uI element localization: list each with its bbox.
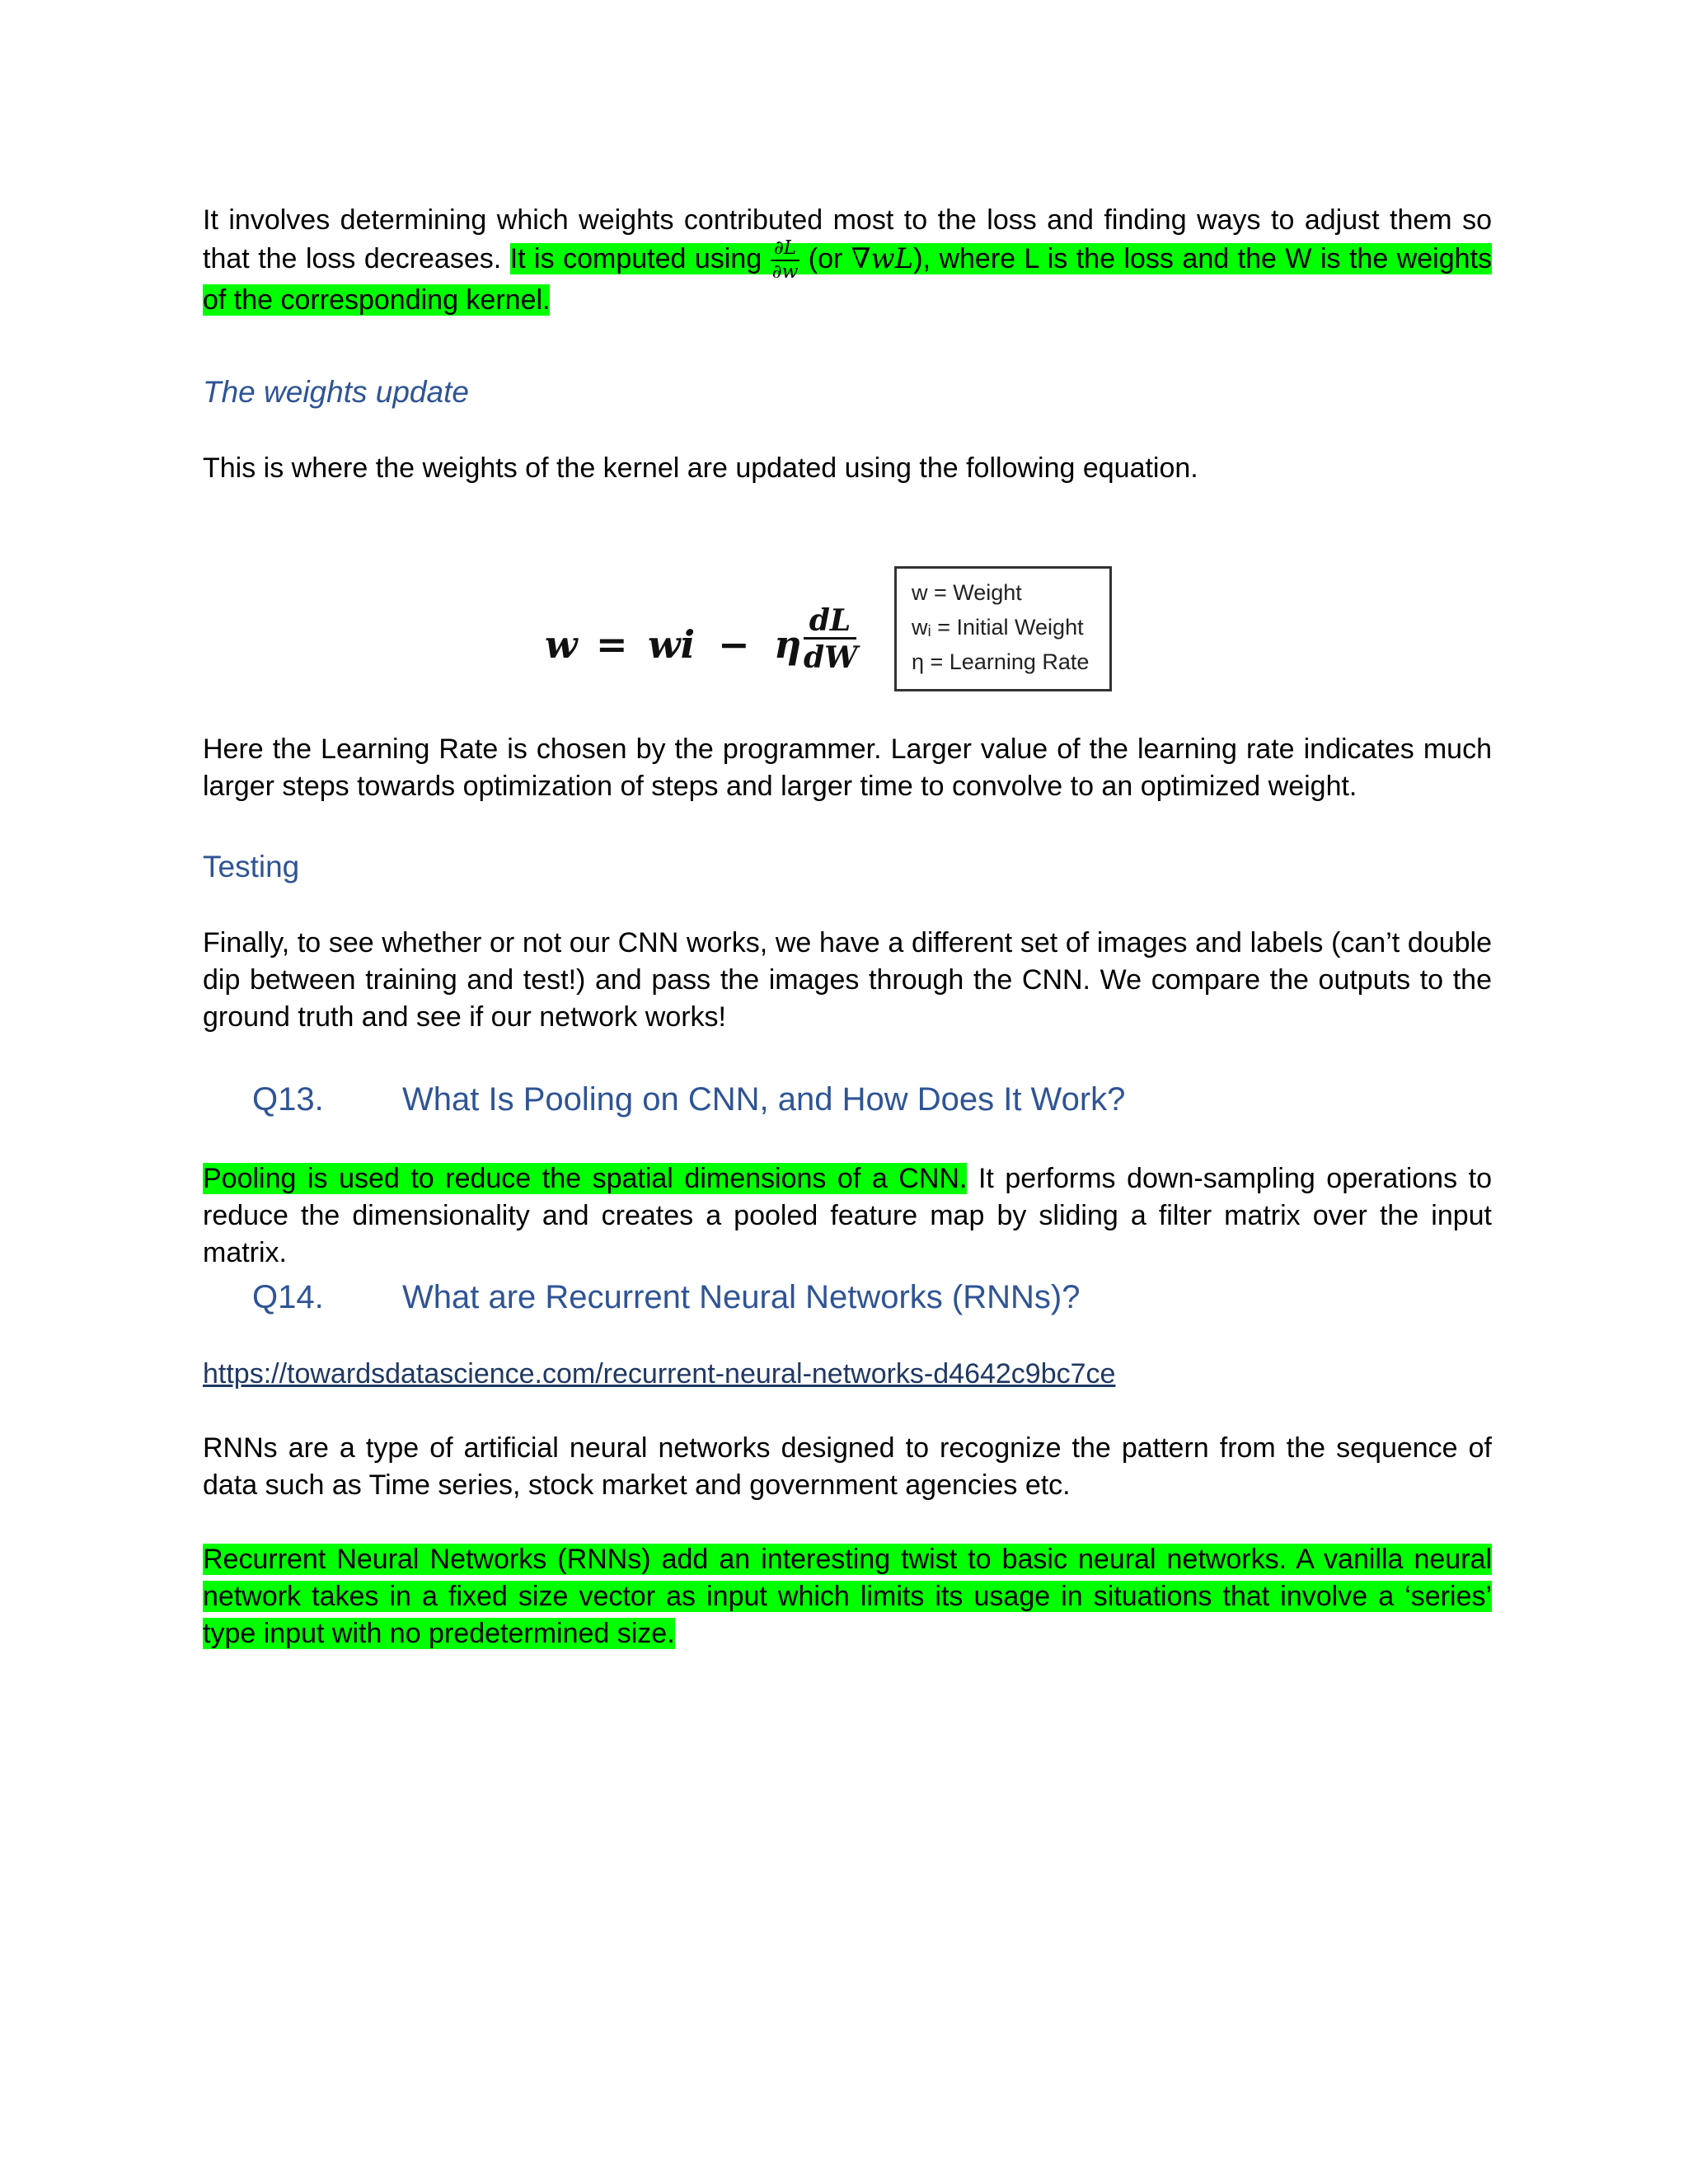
paragraph-text: It involves determining which weights contributed most to the loss and finding ways to adjust them so that the loss decreases. xyxy=(203,204,1492,274)
heading-testing: Testing xyxy=(203,850,300,883)
paragraph-rnn-twist xyxy=(203,1541,1492,1652)
heading-q14 xyxy=(252,1277,1080,1318)
equation-fraction-numerator: dL xyxy=(804,604,856,640)
fraction-denominator: ∂w xyxy=(771,261,799,283)
paragraph-testing: Finally, to see whether or not our CNN works, we have a different set of images and labels (can’t double dip between training and test!) and pass the images through the CNN. We compare the outputs to the ground truth and see if our network works! xyxy=(203,927,1492,1033)
document-page xyxy=(203,0,1492,2184)
highlight-segment: ), where L is the loss and the W is the weights of the corresponding kernel. xyxy=(203,242,1493,316)
question-number: Q13. xyxy=(252,1081,324,1118)
equation-equals: = xyxy=(596,622,628,667)
rnn-article-link[interactable]: https://towardsdatascience.com/recurrent-neural-networks-d4642c9bc7ce xyxy=(203,1358,1116,1390)
paragraph-weights-update: This is where the weights of the kernel are updated using the following equation. xyxy=(203,452,1198,484)
equation-fraction xyxy=(804,604,856,676)
highlighted-text: Recurrent Neural Networks (RNNs) add an interesting twist to basic neural networks. A vanilla neural network takes in a fixed size vector as input which limits its usage in situations that involve a ‘series’ type input with no predetermined size. xyxy=(203,1544,1492,1649)
partial-derivative-fraction xyxy=(771,239,800,282)
legend-weight: w = Weight xyxy=(912,580,1022,605)
highlight-segment: It is computed using xyxy=(509,242,771,274)
paragraph-learning-rate: Here the Learning Rate is chosen by the programmer. Larger value of the learning rate indicates much larger steps towards optimization of steps and larger time to convolve to an optimized weight. xyxy=(203,733,1492,802)
question-title: What are Recurrent Neural Networks (RNNs)? xyxy=(402,1279,1081,1315)
equation-legend-box xyxy=(894,566,1112,691)
highlight-segment: (or xyxy=(799,242,851,274)
question-title: What Is Pooling on CNN, and How Does It Work? xyxy=(402,1081,1126,1118)
fraction-numerator: ∂L xyxy=(771,239,800,261)
equation-fraction-denominator: dW xyxy=(804,640,858,675)
equation-lhs: w xyxy=(545,622,578,667)
paragraph-backprop xyxy=(203,202,1492,319)
paragraph-pooling xyxy=(203,1160,1492,1272)
equation-eta: η xyxy=(774,622,802,667)
heading-weights-update: The weights update xyxy=(203,375,469,409)
paragraph-rnn-definition: RNNs are a type of artificial neural networks designed to recognize the pattern from the sequence of data such as Time series, stock market and government agencies etc. xyxy=(203,1432,1492,1501)
highlighted-text: Pooling is used to reduce the spatial dimensions of a CNN. xyxy=(203,1163,968,1194)
gradient-notation: ∇wL xyxy=(851,241,914,275)
equation-minus: − xyxy=(718,622,750,667)
paragraph-text: It performs down-sampling operations to reduce the dimensionality and creates a pooled feature map by sliding a filter matrix over the input matrix. xyxy=(203,1163,1492,1268)
legend-learning-rate: η = Learning Rate xyxy=(912,649,1090,674)
equation-wi: wi xyxy=(648,622,696,667)
heading-q13 xyxy=(252,1079,1125,1120)
question-number: Q14. xyxy=(252,1279,324,1315)
legend-initial-weight: wᵢ = Initial Weight xyxy=(912,615,1084,640)
